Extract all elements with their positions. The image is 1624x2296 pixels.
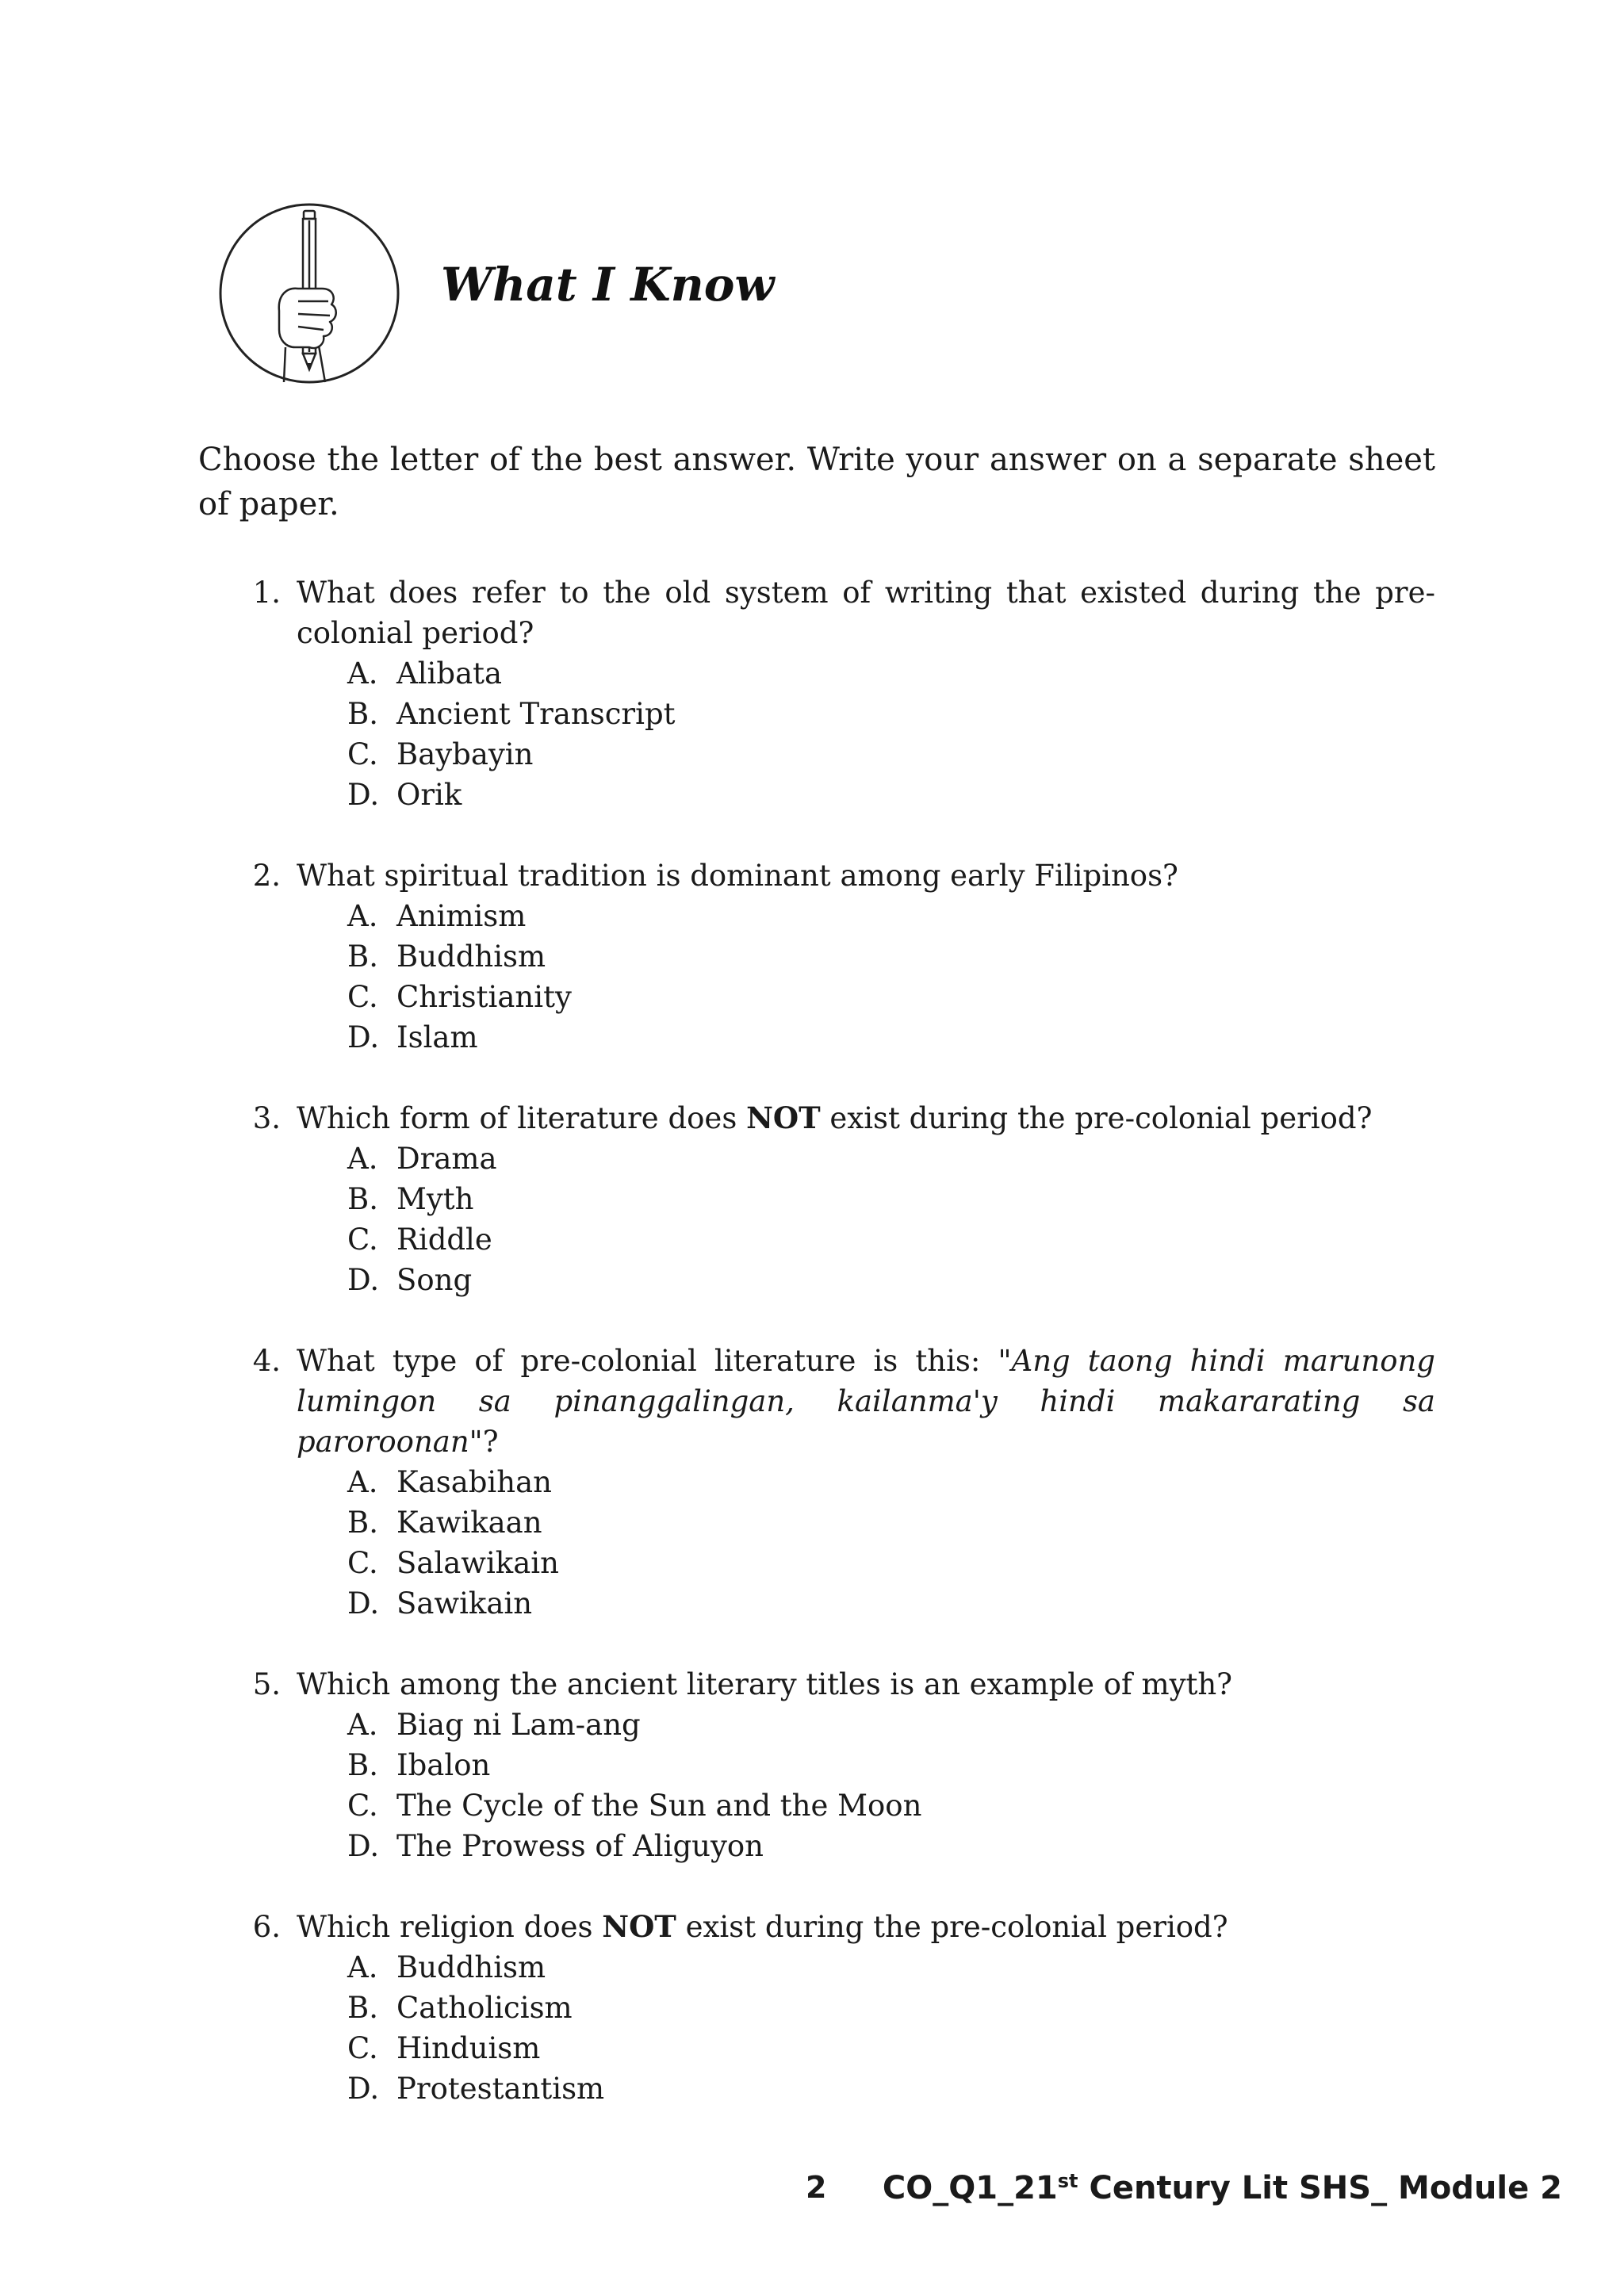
option-text: Biag ni Lam-ang xyxy=(396,1708,641,1742)
option-text: Riddle xyxy=(396,1223,492,1257)
option-letter: A. xyxy=(347,1465,378,1499)
option-text: Sawikain xyxy=(396,1586,533,1621)
option-d xyxy=(198,1583,1435,1624)
question-number: 6. xyxy=(252,1910,281,1944)
module-code-suffix: Century Lit SHS_ Module 2 xyxy=(1078,2170,1562,2206)
option-text: Alibata xyxy=(396,656,503,691)
option-text: Buddhism xyxy=(396,1950,546,1984)
option-letter: C. xyxy=(347,2031,378,2065)
option-b xyxy=(198,1502,1435,1543)
option-text: Islam xyxy=(396,1020,478,1054)
option-c xyxy=(198,1543,1435,1583)
option-letter: D. xyxy=(347,1829,380,1863)
option-text: Buddhism xyxy=(396,939,546,974)
option-text: Catholicism xyxy=(396,1991,573,2025)
question-text-after: ? xyxy=(482,1425,499,1459)
question-number: 4. xyxy=(252,1344,281,1378)
option-b xyxy=(198,1179,1435,1219)
question-text: What spiritual tradition is dominant among early Filipinos? xyxy=(297,859,1178,893)
option-d xyxy=(198,1826,1435,1866)
option-text: The Prowess of Aliguyon xyxy=(396,1829,764,1863)
option-letter: D. xyxy=(347,1263,380,1297)
option-b xyxy=(198,694,1435,734)
option-text: Ibalon xyxy=(396,1748,491,1782)
option-d xyxy=(198,2068,1435,2109)
option-c xyxy=(198,977,1435,1017)
question-number: 3. xyxy=(252,1101,281,1135)
option-letter: B. xyxy=(347,1506,378,1540)
option-b xyxy=(198,1988,1435,2028)
question-number: 2. xyxy=(252,859,281,893)
question-list xyxy=(198,572,1435,2149)
option-a xyxy=(198,1138,1435,1179)
option-letter: D. xyxy=(347,1020,380,1054)
question-text xyxy=(297,1098,1435,1138)
option-letter: D. xyxy=(347,2072,380,2106)
option-text: Kasabihan xyxy=(396,1465,552,1499)
question-text-before: Which religion does xyxy=(297,1910,603,1944)
option-letter: D. xyxy=(347,778,380,812)
option-letter: C. xyxy=(347,737,378,771)
question-emphasis: NOT xyxy=(602,1909,676,1944)
option-letter: A. xyxy=(347,656,378,691)
option-text: Animism xyxy=(396,899,527,933)
option-text: Ancient Transcript xyxy=(396,697,676,731)
question-6 xyxy=(198,1907,1435,2109)
option-b xyxy=(198,1745,1435,1785)
module-code xyxy=(883,2172,1562,2204)
question-4 xyxy=(198,1341,1435,1624)
question-emphasis: NOT xyxy=(746,1100,821,1135)
option-c xyxy=(198,734,1435,775)
option-letter: B. xyxy=(347,1748,378,1782)
option-c xyxy=(198,1219,1435,1260)
option-text: Song xyxy=(396,1263,473,1297)
option-a xyxy=(198,1705,1435,1745)
hand-holding-pencil-icon xyxy=(216,200,403,387)
option-text: Protestantism xyxy=(396,2072,605,2106)
question-text: Which among the ancient literary titles is an example of myth? xyxy=(297,1667,1233,1701)
option-letter: A. xyxy=(347,1950,378,1984)
question-2 xyxy=(198,855,1435,1058)
question-text-after: exist during the pre-colonial period? xyxy=(676,1910,1228,1944)
option-a xyxy=(198,1462,1435,1502)
option-letter: C. xyxy=(347,1789,378,1823)
option-c xyxy=(198,1785,1435,1826)
question-3 xyxy=(198,1098,1435,1300)
question-text-after: exist during the pre-colonial period? xyxy=(820,1101,1373,1135)
question-text: What does refer to the old system of writing that existed during the pre-colonial period? xyxy=(297,576,1435,650)
option-letter: A. xyxy=(347,1708,378,1742)
option-text: Christianity xyxy=(396,980,572,1014)
question-5 xyxy=(198,1664,1435,1866)
option-letter: D. xyxy=(347,1586,380,1621)
option-d xyxy=(198,775,1435,815)
option-text: Baybayin xyxy=(396,737,534,771)
module-code-prefix: CO_Q1_21 xyxy=(882,2170,1058,2206)
option-a xyxy=(198,653,1435,694)
option-d xyxy=(198,1017,1435,1058)
option-b xyxy=(198,936,1435,977)
option-text: Kawikaan xyxy=(396,1506,542,1540)
option-text: Orik xyxy=(396,778,462,812)
question-1 xyxy=(198,572,1435,815)
option-letter: B. xyxy=(347,939,378,974)
option-c xyxy=(198,2028,1435,2068)
question-quote: "Ang taong hindi marunong lumingon sa pinanggalingan, kailanma'y hindi makararating sa paroroonan" xyxy=(297,1344,1435,1459)
question-text-before: What type of pre-colonial literature is this: xyxy=(297,1344,998,1378)
option-text: Myth xyxy=(396,1182,474,1216)
option-text: Hinduism xyxy=(396,2031,541,2065)
option-d xyxy=(198,1260,1435,1300)
question-text xyxy=(297,1907,1435,1947)
question-number: 1. xyxy=(252,576,281,610)
option-letter: C. xyxy=(347,1223,378,1257)
option-letter: B. xyxy=(347,1182,378,1216)
instructions: Choose the letter of the best answer. Write your answer on a separate sheet of paper. xyxy=(198,442,1435,522)
option-a xyxy=(198,1947,1435,1988)
page-number: 2 xyxy=(806,2170,827,2205)
option-letter: A. xyxy=(347,1142,378,1176)
option-text: Salawikain xyxy=(396,1546,559,1580)
module-code-sup: st xyxy=(1057,2170,1078,2192)
question-text xyxy=(297,1341,1435,1462)
option-a xyxy=(198,896,1435,936)
option-letter: C. xyxy=(347,980,378,1014)
question-text-before: Which form of literature does xyxy=(297,1101,747,1135)
option-letter: B. xyxy=(347,1991,378,2025)
option-text: Drama xyxy=(396,1142,497,1176)
option-letter: B. xyxy=(347,697,378,731)
option-letter: C. xyxy=(347,1546,378,1580)
section-title: What I Know xyxy=(441,258,775,312)
option-letter: A. xyxy=(347,899,378,933)
option-text: The Cycle of the Sun and the Moon xyxy=(396,1789,922,1823)
question-number: 5. xyxy=(252,1667,281,1701)
